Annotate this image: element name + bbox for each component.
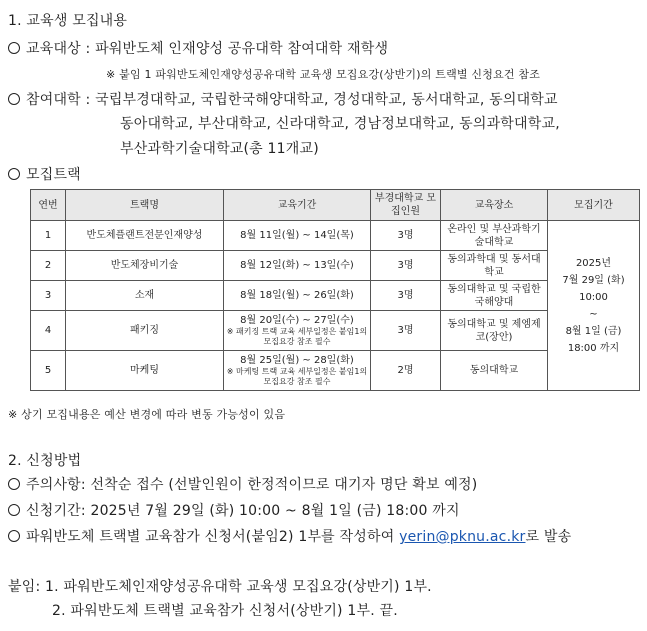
target-text: 교육대상 : 파워반도체 인재양성 공유대학 참여대학 재학생 [26,41,389,57]
recruit-period-cell [548,221,640,391]
row-place: 동의과학대 및 동서대학교 [441,251,548,281]
row-place: 동의대학교 및 국립한국해양대 [441,281,548,311]
row-period: 8월 18일(월) ~ 26일(화) [224,281,371,311]
table-header-row [31,190,640,221]
recruit-line4: ~ [589,308,598,320]
row-track: 반도체플랜트전문인재양성 [66,221,224,251]
recruit-line2: 7월 29일 (화) [562,274,625,286]
recruit-line3: 10:00 [579,291,608,303]
row-period-note: ※ 패키징 트랙 교육 세부일정은 붙임1의 모집요강 참조 필수 [226,327,368,346]
row-period-note: ※ 마케팅 트랙 교육 세부일정은 붙임1의 모집요강 참조 필수 [226,367,368,386]
submit-item [8,526,571,546]
section2-heading: 2. 신청방법 [8,453,82,469]
row-period: 8월 12일(화) ~ 13일(수) [224,251,371,281]
caution-item [8,474,477,494]
target-item [8,38,388,58]
row-count: 3명 [371,281,441,311]
row-no: 4 [31,311,66,351]
section1-heading: 1. 교육생 모집내용 [8,13,128,29]
circle-bullet-icon [8,168,20,180]
col-header-no: 연번 [31,190,66,221]
row-period-cell [224,311,371,351]
circle-bullet-icon [8,93,20,105]
row-period: 8월 25일(월) ~ 28일(화) [240,355,354,366]
col-header-period: 교육기간 [224,190,371,221]
row-period: 8월 20일(수) ~ 27일(수) [240,315,354,326]
track-heading: 모집트랙 [26,167,81,183]
recruit-line5: 8월 1일 (금) [565,325,622,337]
row-count: 3명 [371,311,441,351]
row-place: 동의대학교 [441,351,548,391]
period-text: 신청기간: 2025년 7월 29일 (화) 10:00 ~ 8월 1일 (금) 18:00 까지 [26,503,460,519]
recruit-line6: 18:00 까지 [567,342,620,354]
col-header-track: 트랙명 [66,190,224,221]
target-note: ※ 붙임 1 파워반도체인재양성공유대학 교육생 모집요강(상반기)의 트랙별 신청요건 참조 [106,68,541,81]
circle-bullet-icon [8,530,20,542]
row-no: 1 [31,221,66,251]
attach-line1: 붙임: 1. 파워반도체인재양성공유대학 교육생 모집요강(상반기) 1부. [8,579,432,595]
row-no: 3 [31,281,66,311]
track-heading-item [8,164,81,184]
row-place: 동의대학교 및 제엠제코(장안) [441,311,548,351]
row-place: 온라인 및 부산과학기술대학교 [441,221,548,251]
track-table [30,189,640,391]
row-track: 소재 [66,281,224,311]
caution-text: 주의사항: 선착순 접수 (선발인원이 한정적이므로 대기자 명단 확보 예정) [26,477,478,493]
row-count: 3명 [371,251,441,281]
univ-text-3: 부산과학기술대학교(총 11개교) [120,141,319,157]
col-header-count: 부경대학교 모집인원 [371,190,441,221]
email-link[interactable]: yerin@pknu.ac.kr [399,529,526,545]
row-track: 반도체장비기술 [66,251,224,281]
row-count: 2명 [371,351,441,391]
budget-note: ※ 상기 모집내용은 예산 변경에 따라 변동 가능성이 있음 [8,408,286,421]
submit-text-after: 로 발송 [525,529,572,545]
row-period: 8월 11일(월) ~ 14일(목) [224,221,371,251]
row-track: 마케팅 [66,351,224,391]
row-no: 5 [31,351,66,391]
univ-text-1: 참여대학 : 국립부경대학교, 국립한국해양대학교, 경성대학교, 동서대학교, 동의대학교 [26,92,558,108]
submit-text-before: 파워반도체 트랙별 교육참가 신청서(붙임2) 1부를 작성하여 [26,529,400,545]
univ-item [8,89,558,109]
row-no: 2 [31,251,66,281]
period-item [8,500,460,520]
univ-text-2: 동아대학교, 부산대학교, 신라대학교, 경남정보대학교, 동의과학대학교, [120,116,560,132]
row-count: 3명 [371,221,441,251]
attach-line2: 2. 파워반도체 트랙별 교육참가 신청서(상반기) 1부. 끝. [52,603,398,619]
table-row [31,221,640,251]
circle-bullet-icon [8,478,20,490]
col-header-recruit: 모집기간 [548,190,640,221]
row-period-cell [224,351,371,391]
circle-bullet-icon [8,42,20,54]
row-track: 패키징 [66,311,224,351]
circle-bullet-icon [8,504,20,516]
recruit-line1: 2025년 [575,257,612,269]
col-header-place: 교육장소 [441,190,548,221]
